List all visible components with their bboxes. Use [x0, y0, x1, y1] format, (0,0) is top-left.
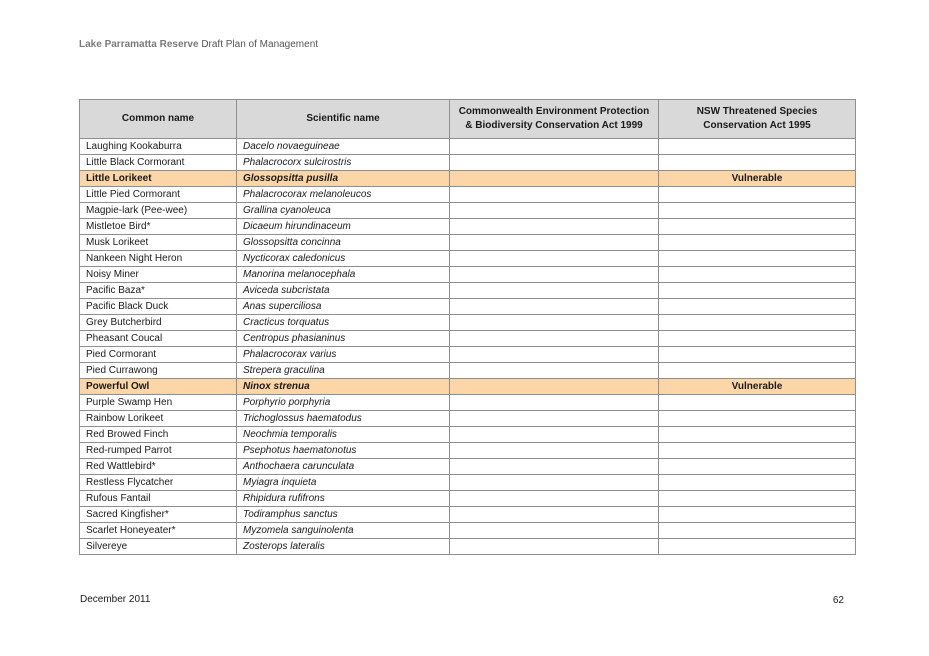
cell-scientific-name: Anas superciliosa: [237, 299, 450, 315]
cell-nsw-status: [659, 235, 856, 251]
table-row: [80, 539, 856, 555]
cell-epbc-status: [450, 411, 659, 427]
cell-epbc-status: [450, 299, 659, 315]
cell-epbc-status: [450, 331, 659, 347]
cell-nsw-status: Vulnerable: [659, 379, 856, 395]
cell-scientific-name: Phalacrocorax varius: [237, 347, 450, 363]
cell-nsw-status: [659, 203, 856, 219]
cell-common-name: Pheasant Coucal: [80, 331, 237, 347]
cell-scientific-name: Zosterops lateralis: [237, 539, 450, 555]
cell-epbc-status: [450, 379, 659, 395]
cell-epbc-status: [450, 267, 659, 283]
table-row: [80, 187, 856, 203]
cell-scientific-name: Manorina melanocephala: [237, 267, 450, 283]
table-row: [80, 395, 856, 411]
cell-common-name: Pied Currawong: [80, 363, 237, 379]
table-row: [80, 363, 856, 379]
cell-common-name: Pacific Baza*: [80, 283, 237, 299]
cell-scientific-name: Myiagra inquieta: [237, 475, 450, 491]
cell-scientific-name: Anthochaera carunculata: [237, 459, 450, 475]
cell-epbc-status: [450, 203, 659, 219]
table-row: [80, 283, 856, 299]
cell-nsw-status: [659, 139, 856, 155]
table-row: [80, 155, 856, 171]
cell-common-name: Mistletoe Bird*: [80, 219, 237, 235]
cell-nsw-status: [659, 347, 856, 363]
cell-nsw-status: [659, 475, 856, 491]
page-header: [79, 39, 318, 50]
column-header-nsw-act: NSW Threatened Species Conservation Act 1995: [659, 100, 856, 139]
cell-common-name: Purple Swamp Hen: [80, 395, 237, 411]
cell-scientific-name: Dicaeum hirundinaceum: [237, 219, 450, 235]
cell-scientific-name: Neochmia temporalis: [237, 427, 450, 443]
cell-nsw-status: [659, 155, 856, 171]
cell-scientific-name: Phalacrocorax melanoleucos: [237, 187, 450, 203]
cell-nsw-status: [659, 427, 856, 443]
cell-scientific-name: Phalacrocorx sulcirostris: [237, 155, 450, 171]
table-header-row: [80, 100, 856, 139]
table-row: [80, 459, 856, 475]
cell-nsw-status: [659, 507, 856, 523]
header-reserve-name: Lake Parramatta Reserve: [79, 39, 199, 50]
cell-epbc-status: [450, 315, 659, 331]
cell-epbc-status: [450, 363, 659, 379]
table-row: [80, 443, 856, 459]
table-row: [80, 507, 856, 523]
cell-common-name: Silvereye: [80, 539, 237, 555]
cell-epbc-status: [450, 283, 659, 299]
cell-scientific-name: Glossopsitta concinna: [237, 235, 450, 251]
table-row: [80, 235, 856, 251]
cell-epbc-status: [450, 235, 659, 251]
table-row: [80, 299, 856, 315]
cell-scientific-name: Myzomela sanguinolenta: [237, 523, 450, 539]
cell-common-name: Red-rumped Parrot: [80, 443, 237, 459]
cell-nsw-status: [659, 491, 856, 507]
cell-common-name: Little Black Cormorant: [80, 155, 237, 171]
table-row: [80, 267, 856, 283]
table-row: [80, 427, 856, 443]
cell-epbc-status: [450, 251, 659, 267]
table-row: [80, 315, 856, 331]
cell-nsw-status: [659, 219, 856, 235]
cell-common-name: Laughing Kookaburra: [80, 139, 237, 155]
cell-scientific-name: Psephotus haematonotus: [237, 443, 450, 459]
cell-nsw-status: [659, 331, 856, 347]
cell-scientific-name: Glossopsitta pusilla: [237, 171, 450, 187]
cell-epbc-status: [450, 523, 659, 539]
cell-common-name: Little Lorikeet: [80, 171, 237, 187]
cell-common-name: Musk Lorikeet: [80, 235, 237, 251]
table-row: [80, 139, 856, 155]
cell-common-name: Pied Cormorant: [80, 347, 237, 363]
cell-epbc-status: [450, 155, 659, 171]
cell-common-name: Noisy Miner: [80, 267, 237, 283]
cell-epbc-status: [450, 395, 659, 411]
cell-common-name: Rufous Fantail: [80, 491, 237, 507]
column-header-epbc-act: Commonwealth Environment Protection & Biodiversity Conservation Act 1999: [450, 100, 659, 139]
cell-epbc-status: [450, 427, 659, 443]
cell-nsw-status: [659, 283, 856, 299]
cell-nsw-status: [659, 363, 856, 379]
table-row: [80, 523, 856, 539]
cell-common-name: Restless Flycatcher: [80, 475, 237, 491]
cell-epbc-status: [450, 475, 659, 491]
cell-common-name: Red Wattlebird*: [80, 459, 237, 475]
cell-scientific-name: Cracticus torquatus: [237, 315, 450, 331]
cell-nsw-status: [659, 187, 856, 203]
cell-scientific-name: Rhipidura rufifrons: [237, 491, 450, 507]
cell-nsw-status: [659, 299, 856, 315]
table-row: [80, 219, 856, 235]
cell-nsw-status: [659, 539, 856, 555]
cell-common-name: Scarlet Honeyeater*: [80, 523, 237, 539]
cell-scientific-name: Nycticorax caledonicus: [237, 251, 450, 267]
cell-common-name: Little Pied Cormorant: [80, 187, 237, 203]
footer-date: December 2011: [80, 594, 151, 605]
cell-nsw-status: [659, 315, 856, 331]
cell-common-name: Red Browed Finch: [80, 427, 237, 443]
cell-common-name: Rainbow Lorikeet: [80, 411, 237, 427]
cell-scientific-name: Grallina cyanoleuca: [237, 203, 450, 219]
cell-epbc-status: [450, 171, 659, 187]
table-row: [80, 331, 856, 347]
cell-common-name: Nankeen Night Heron: [80, 251, 237, 267]
cell-scientific-name: Ninox strenua: [237, 379, 450, 395]
cell-scientific-name: Centropus phasianinus: [237, 331, 450, 347]
table-row: [80, 379, 856, 395]
cell-common-name: Grey Butcherbird: [80, 315, 237, 331]
cell-scientific-name: Todiramphus sanctus: [237, 507, 450, 523]
cell-scientific-name: Strepera graculina: [237, 363, 450, 379]
cell-scientific-name: Dacelo novaeguineae: [237, 139, 450, 155]
cell-common-name: Magpie-lark (Pee-wee): [80, 203, 237, 219]
cell-common-name: Pacific Black Duck: [80, 299, 237, 315]
header-document-title: Draft Plan of Management: [201, 39, 319, 50]
cell-nsw-status: [659, 267, 856, 283]
cell-scientific-name: Porphyrio porphyria: [237, 395, 450, 411]
species-table: [79, 99, 856, 555]
cell-epbc-status: [450, 507, 659, 523]
cell-nsw-status: Vulnerable: [659, 171, 856, 187]
table-row: [80, 475, 856, 491]
cell-common-name: Powerful Owl: [80, 379, 237, 395]
table-row: [80, 171, 856, 187]
column-header-scientific-name: Scientific name: [237, 100, 450, 139]
cell-epbc-status: [450, 187, 659, 203]
cell-nsw-status: [659, 251, 856, 267]
table-row: [80, 491, 856, 507]
column-header-common-name: Common name: [80, 100, 237, 139]
table-row: [80, 347, 856, 363]
table-row: [80, 203, 856, 219]
cell-nsw-status: [659, 443, 856, 459]
cell-common-name: Sacred Kingfisher*: [80, 507, 237, 523]
cell-epbc-status: [450, 443, 659, 459]
cell-nsw-status: [659, 411, 856, 427]
cell-epbc-status: [450, 459, 659, 475]
cell-epbc-status: [450, 491, 659, 507]
cell-epbc-status: [450, 539, 659, 555]
cell-scientific-name: Trichoglossus haematodus: [237, 411, 450, 427]
page-number: 62: [832, 595, 844, 606]
table-row: [80, 251, 856, 267]
cell-nsw-status: [659, 459, 856, 475]
cell-nsw-status: [659, 523, 856, 539]
table-row: [80, 411, 856, 427]
cell-nsw-status: [659, 395, 856, 411]
cell-epbc-status: [450, 219, 659, 235]
cell-epbc-status: [450, 139, 659, 155]
cell-scientific-name: Aviceda subcristata: [237, 283, 450, 299]
cell-epbc-status: [450, 347, 659, 363]
